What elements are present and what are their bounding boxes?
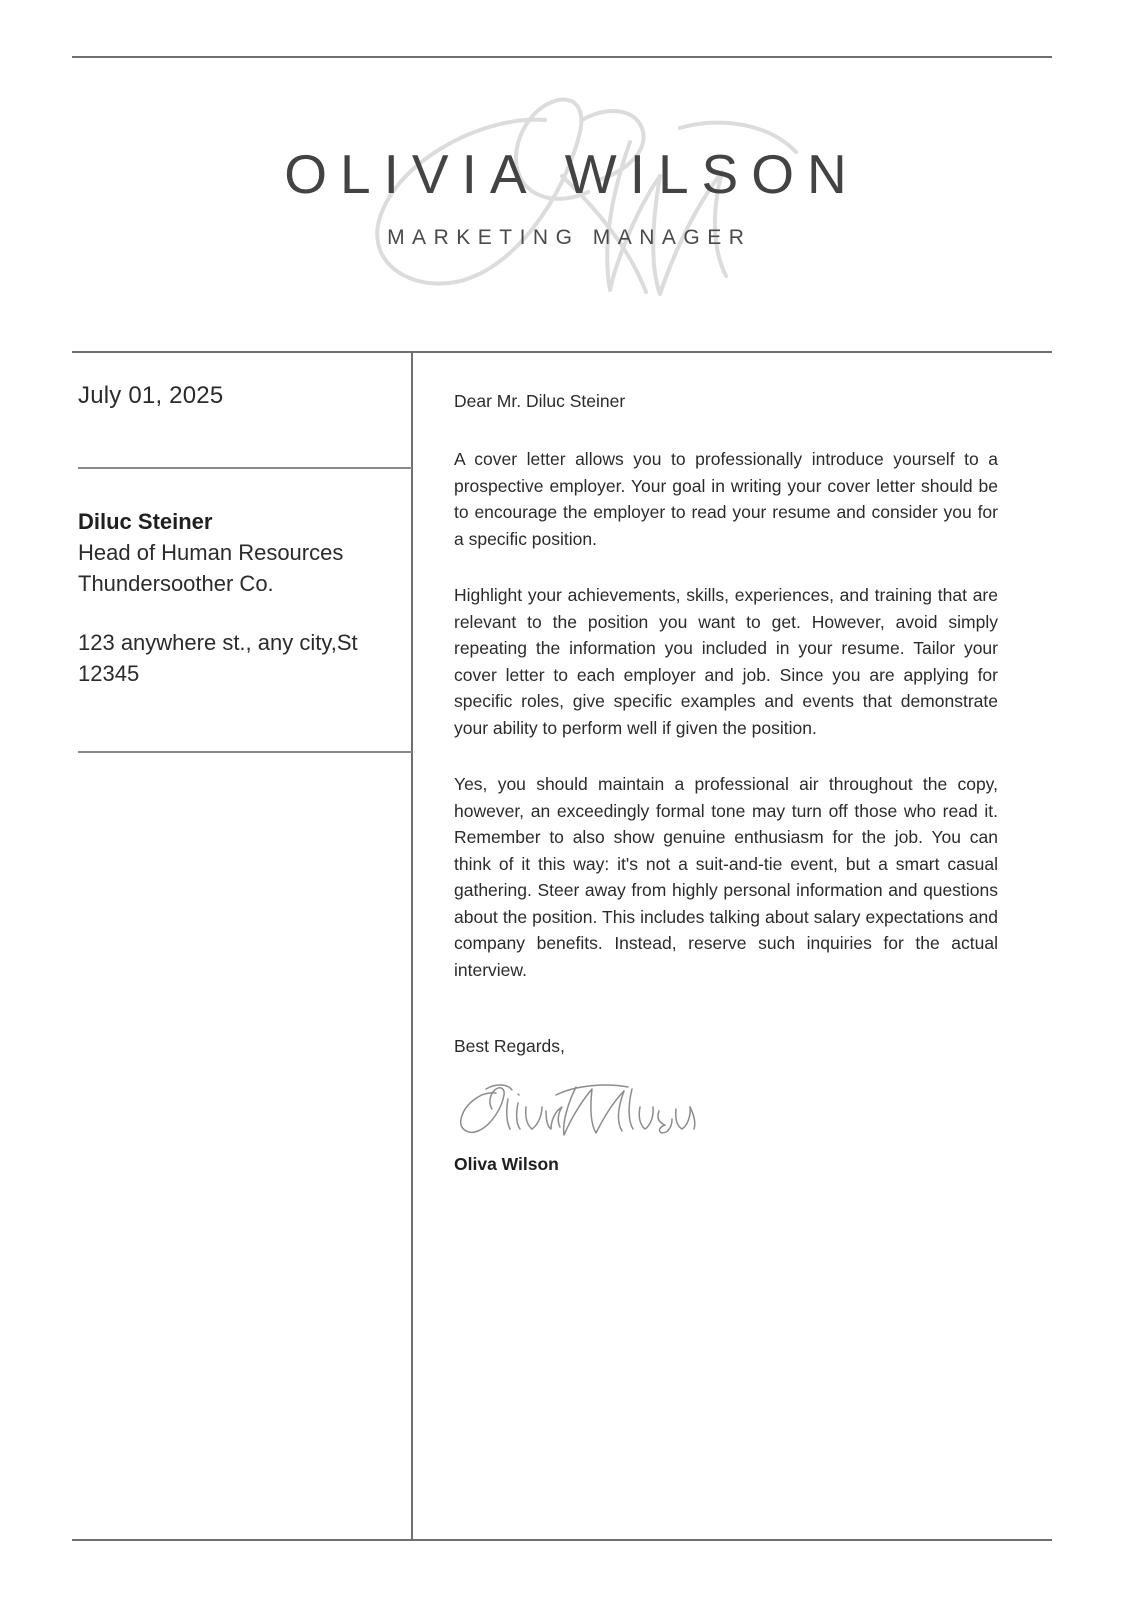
recipient-address-line-1: 123 anywhere st., any city,St — [78, 630, 358, 655]
page-title: OLIVIA WILSON — [284, 143, 860, 205]
header-divider-rule — [72, 351, 1052, 353]
left-divider-rule-top — [78, 467, 412, 469]
handwritten-signature-icon — [456, 1081, 696, 1143]
recipient-spacer — [78, 599, 408, 627]
recipient-name: Diluc Steiner — [78, 509, 213, 534]
recipient-address-line-2: 12345 — [78, 661, 140, 686]
left-column — [78, 380, 398, 411]
body-paragraph: Yes, you should maintain a professional air throughout the copy, however, an exceedingly formal tone may turn off those who read it. Remember to also show genuine enthusiasm for the job. You can think of it this way: it's not a suit-and-tie event, but a smart casual gathering. Steer away from highly personal information and questions about the position. This includes talking about salary expectations and company benefits. Instead, reserve such inquiries for the actual interview. — [454, 774, 998, 980]
letterhead-header — [0, 90, 1131, 310]
signature-name: Oliva Wilson — [454, 1154, 559, 1174]
recipient-company: Thundersoother Co. — [78, 571, 274, 596]
body-paragraph: Highlight your achievements, skills, experiences, and training that are relevant to the position you want to get. However, avoid simply repeating the information you included in your resume. Tailor your cover letter to each employer and job. Since you are applying for specific roles, give specific examples and events that demonstrate your ability to perform well if given the position. — [454, 585, 998, 738]
job-title-subtitle: MARKETING MANAGER — [387, 226, 752, 249]
left-divider-rule-bottom — [78, 751, 412, 753]
letter-body-column — [454, 388, 998, 1175]
body-paragraph: A cover letter allows you to professionally introduce yourself to a prospective employer. Your goal in writing your cover letter should be to encourage the employer to read your resume and consider you for a specific position. — [454, 449, 998, 549]
column-divider-rule — [411, 352, 413, 1540]
top-border-rule — [72, 56, 1052, 58]
closing-salutation: Best Regards, — [454, 1036, 565, 1056]
letter-date: July 01, 2025 — [78, 382, 224, 409]
salutation: Dear Mr. Diluc Steiner — [454, 391, 626, 411]
recipient-title: Head of Human Resources — [78, 540, 344, 565]
bottom-border-rule — [72, 1539, 1052, 1541]
recipient-block — [78, 506, 408, 689]
